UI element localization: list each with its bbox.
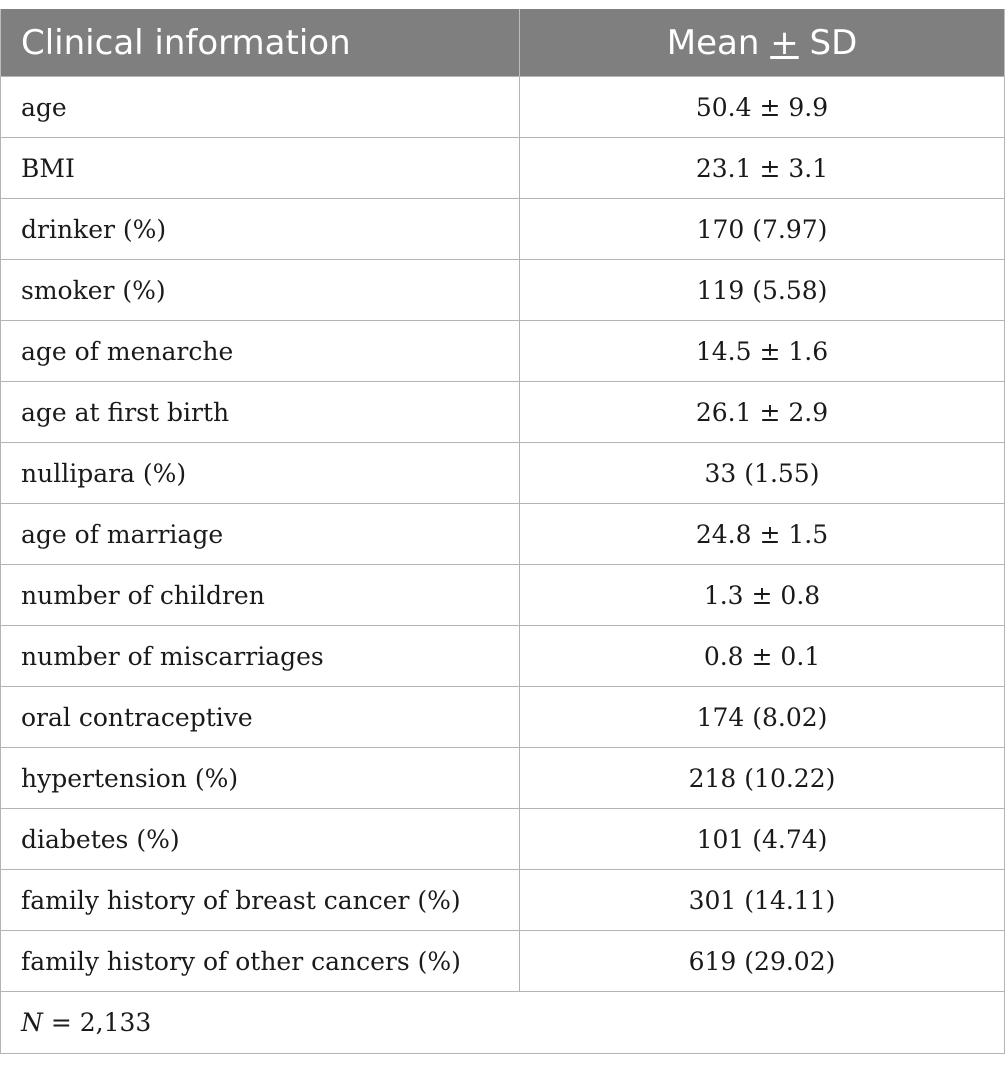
row-label: family history of breast cancer (%) bbox=[1, 870, 520, 931]
table-row bbox=[1, 382, 1005, 443]
row-label: drinker (%) bbox=[1, 199, 520, 260]
plus-minus-symbol: + bbox=[770, 22, 799, 63]
row-label: family history of other cancers (%) bbox=[1, 931, 520, 992]
table-row bbox=[1, 626, 1005, 687]
table-row bbox=[1, 931, 1005, 992]
table-row bbox=[1, 260, 1005, 321]
table-row bbox=[1, 138, 1005, 199]
table-row bbox=[1, 687, 1005, 748]
row-value: 24.8 ± 1.5 bbox=[520, 504, 1005, 565]
row-value: 26.1 ± 2.9 bbox=[520, 382, 1005, 443]
row-value: 218 (10.22) bbox=[520, 748, 1005, 809]
row-value: 119 (5.58) bbox=[520, 260, 1005, 321]
table-header-row bbox=[1, 9, 1005, 77]
table-footer-row bbox=[1, 992, 1005, 1054]
row-label: BMI bbox=[1, 138, 520, 199]
table-row bbox=[1, 504, 1005, 565]
table-body bbox=[1, 77, 1005, 1054]
row-label: age bbox=[1, 77, 520, 138]
clinical-info-table-container bbox=[0, 9, 1004, 1054]
row-label: age of marriage bbox=[1, 504, 520, 565]
row-value: 0.8 ± 0.1 bbox=[520, 626, 1005, 687]
table-row bbox=[1, 77, 1005, 138]
row-value: 170 (7.97) bbox=[520, 199, 1005, 260]
row-label: smoker (%) bbox=[1, 260, 520, 321]
row-value: 50.4 ± 9.9 bbox=[520, 77, 1005, 138]
row-value: 101 (4.74) bbox=[520, 809, 1005, 870]
row-label: age of menarche bbox=[1, 321, 520, 382]
clinical-info-table bbox=[0, 9, 1005, 1054]
table-row bbox=[1, 443, 1005, 504]
row-value: 174 (8.02) bbox=[520, 687, 1005, 748]
n-symbol: N bbox=[21, 1008, 43, 1037]
header-mean-label: Mean bbox=[666, 22, 771, 63]
row-label: number of children bbox=[1, 565, 520, 626]
table-row bbox=[1, 565, 1005, 626]
row-label: nullipara (%) bbox=[1, 443, 520, 504]
header-sd-label: SD bbox=[798, 22, 858, 63]
sample-size-note bbox=[1, 992, 1005, 1054]
row-value: 301 (14.11) bbox=[520, 870, 1005, 931]
row-label: oral contraceptive bbox=[1, 687, 520, 748]
row-label: hypertension (%) bbox=[1, 748, 520, 809]
row-value: 619 (29.02) bbox=[520, 931, 1005, 992]
row-label: age at first birth bbox=[1, 382, 520, 443]
table-row bbox=[1, 809, 1005, 870]
row-value: 23.1 ± 3.1 bbox=[520, 138, 1005, 199]
table-row bbox=[1, 870, 1005, 931]
header-mean-sd bbox=[520, 9, 1005, 77]
n-value: = 2,133 bbox=[42, 1008, 152, 1037]
table-row bbox=[1, 321, 1005, 382]
row-value: 1.3 ± 0.8 bbox=[520, 565, 1005, 626]
header-clinical-information: Clinical information bbox=[1, 9, 520, 77]
row-value: 14.5 ± 1.6 bbox=[520, 321, 1005, 382]
row-value: 33 (1.55) bbox=[520, 443, 1005, 504]
table-row bbox=[1, 199, 1005, 260]
row-label: diabetes (%) bbox=[1, 809, 520, 870]
row-label: number of miscarriages bbox=[1, 626, 520, 687]
table-row bbox=[1, 748, 1005, 809]
